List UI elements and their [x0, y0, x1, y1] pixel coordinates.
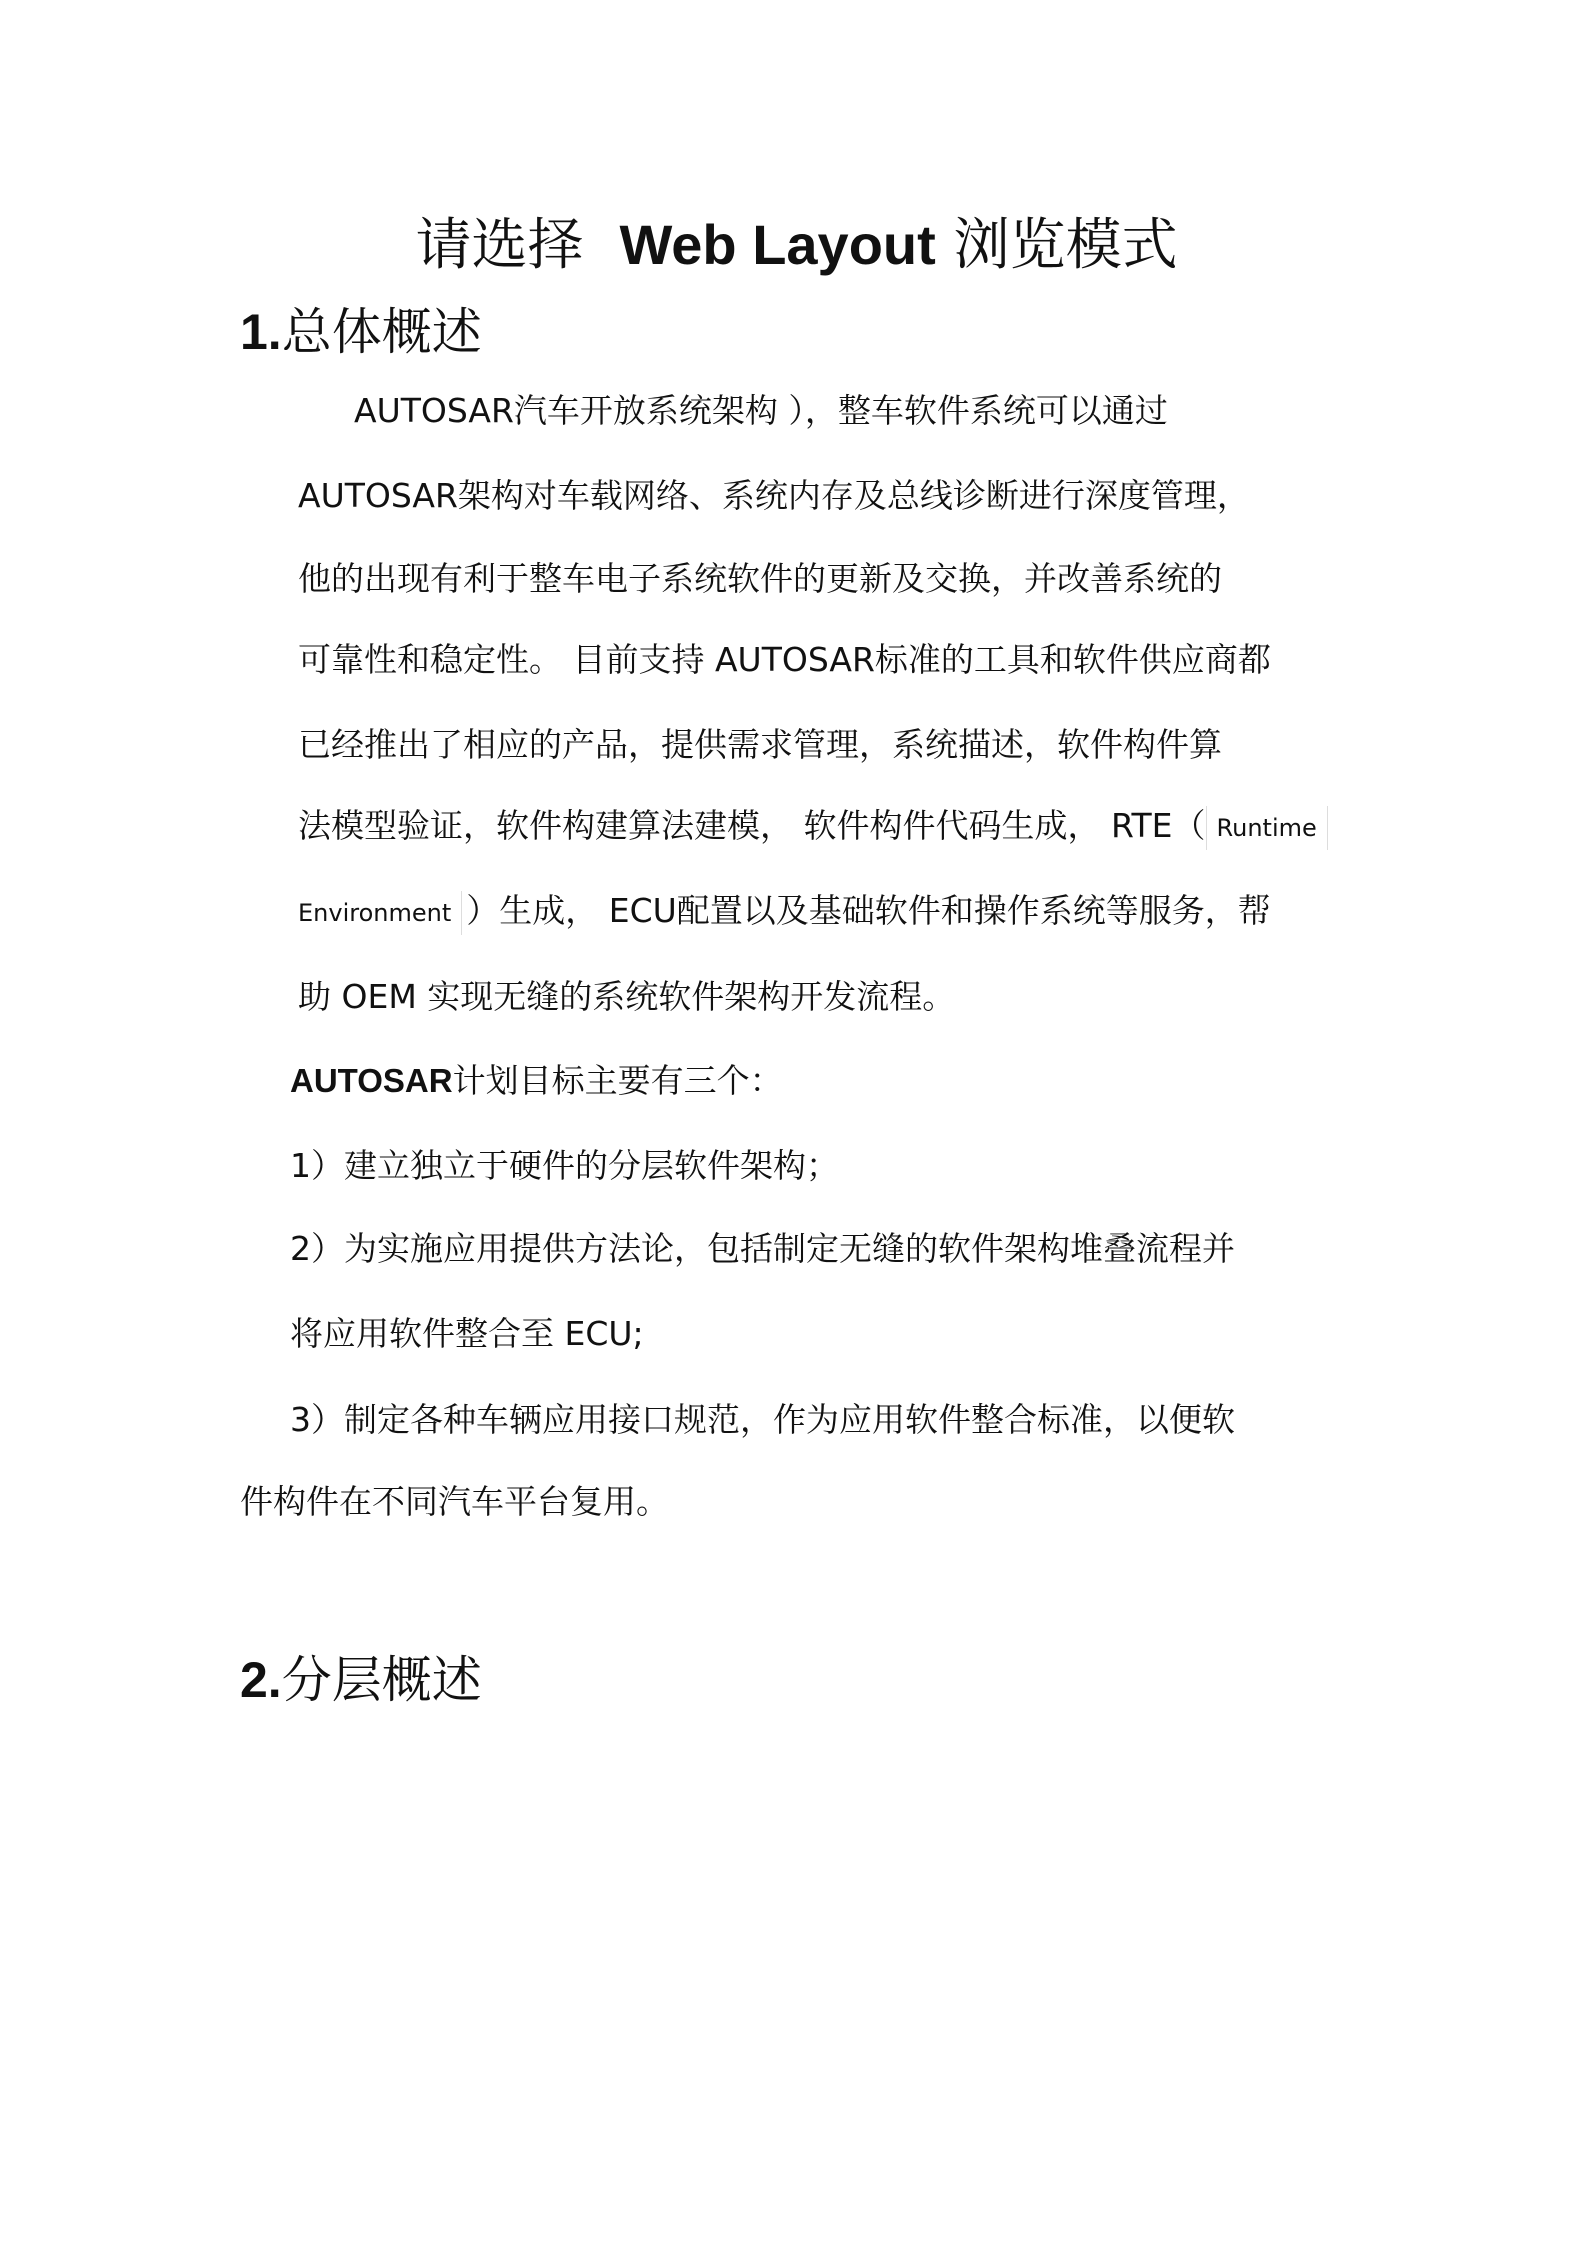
- runtime-box: Runtime: [1206, 806, 1328, 850]
- goal-item-3-cont: 件构件在不同汽车平台复用。: [240, 1482, 669, 1521]
- goals-rest: 计划目标主要有三个：: [452, 1061, 783, 1100]
- line-text: ）生成， ECU配置以及基础软件和操作系统等服务，帮: [466, 891, 1271, 930]
- title-cn-2: 浏览模式: [953, 213, 1178, 278]
- goal-item-3: 3）制定各种车辆应用接口规范，作为应用软件整合标准，以便软: [290, 1400, 1235, 1439]
- goals-line: [290, 1059, 783, 1103]
- section-heading-1: [240, 300, 482, 364]
- line-text: 法模型验证，软件构建算法建模， 软件构件代码生成， RTE（: [298, 806, 1206, 845]
- section-heading-2: [240, 1648, 482, 1712]
- goal-item-1: 1）建立独立于硬件的分层软件架构；: [290, 1146, 839, 1185]
- environment-box: Environment: [298, 891, 462, 935]
- section-number: 1.: [240, 304, 282, 360]
- goal-item-2: 2）为实施应用提供方法论，包括制定无缝的软件架构堆叠流程并: [290, 1229, 1235, 1268]
- paragraph-line: AUTOSAR架构对车载网络、系统内存及总线诊断进行深度管理，: [298, 476, 1250, 515]
- paragraph-line: 助 OEM 实现无缝的系统软件架构开发流程。: [298, 977, 956, 1016]
- section-title: 总体概述: [281, 303, 482, 361]
- title-cn: 请选择: [415, 213, 584, 278]
- paragraph-line: 可靠性和稳定性。 目前支持 AUTOSAR标准的工具和软件供应商都: [298, 640, 1271, 679]
- paragraph-line: [298, 889, 1271, 935]
- paragraph-line: [298, 804, 1328, 850]
- paragraph-line: 已经推出了相应的产品，提供需求管理，系统描述，软件构件算: [298, 725, 1222, 764]
- page-title: [0, 210, 1593, 281]
- section-title: 分层概述: [281, 1651, 482, 1709]
- title-en: Web Layout: [619, 213, 936, 276]
- paragraph-line: 他的出现有利于整车电子系统软件的更新及交换，并改善系统的: [298, 559, 1222, 598]
- goal-item-2-cont: 将应用软件整合至 ECU;: [290, 1314, 644, 1353]
- goals-bold: AUTOSAR: [290, 1062, 453, 1099]
- section-number: 2.: [240, 1652, 282, 1708]
- paragraph-line: AUTOSAR汽车开放系统架构 ），整车软件系统可以通过: [354, 391, 1168, 430]
